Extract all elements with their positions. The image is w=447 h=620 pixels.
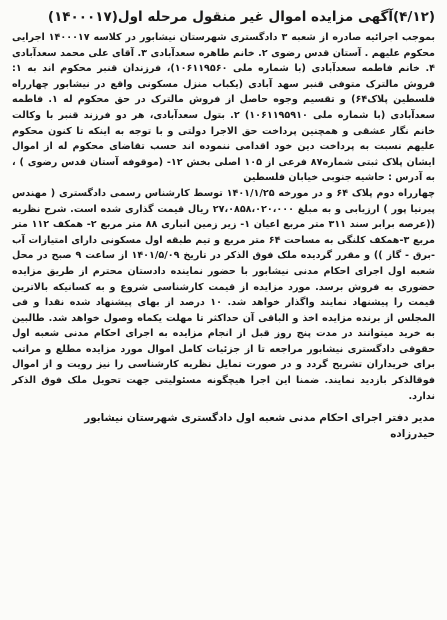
notice-paragraph-2: چهارراه دوم پلاک ۶۴ و در مورخه ۱۴۰۱/۱/۲۵ توسط کارشناس رسمی دادگستری ( مهندس پیرنیا پور ) ارزیابی و به مبلغ ۲۷،۰۸۵۸،۰۲۰،۰۰۰ ریال قیمت گذاری شده است. شرح نظریه ((عرصه برابر سند ۳۱۱ متر مربع اعیان ۱- زیر زمین انباری ۸۸ متر مربع ۲- همکف ۱۱۲ متر مربع ۳-همکف کلنگی به مساحت ۶۴ متر مربع و تیم طبقه اول مسکونی دارای امتیازات آب -برق - گاز )) و مقرر گردیده ملک فوق الذکر در تاریخ ۱۴۰۱/۵/۰۹ از ساعت ۹ صبح در محل شعبه اول اجرای احکام مدنی نیشابور با حضور نماینده دادستان محترم از طریق مزایده حضوری به فروش برسد. مورد مزایده از قیمت کارشناسی شروع و به کسانیکه بالاترین قیمت را پیشنهاد نمایند واگذار خواهد شد. ۱۰ درصد از بهای پیشنهاد شده نقدا و فی المجلس از برنده مزایده اخذ و الباقی آن حداکثر تا مهلت یکماه وصول خواهد شد. طالبین به خرید میتوانند در مدت پنج روز قبل از انجام مزایده به اجرای احکام مدنی شعبه اول حقوقی دادگستری نیشابور مراجعه تا از جزئیات کامل اموال مورد مزایده مطلع و مراتب برای خریداران تشریح گردد و در صورت تمایل نظریه کارشناسی را نیز رویت و از اموال فوقالذکر بازدید نمایند. ضمنا این اجرا هیچگونه مسئولیتی جهت تحویل ملک فوق الذکر ندارد. (12, 187, 436, 402)
notice-title: (۴/۱۲)آگهی مزایده اموال غیر منقول مرحله اول(۱۴۰۰۰۱۷) (47, 9, 435, 25)
signature-name-line: حیدرزاده (390, 428, 435, 441)
notice-signature (12, 410, 435, 442)
signature-office-line: مدیر دفتر اجرای احکام مدنی شعبه اول دادگستری شهرستان نیشابور (84, 412, 435, 425)
notice-paragraph-1: بموجب اجرائیه صادره از شعبه ۳ دادگستری شهرستان نیشابور در کلاسه ۱۴۰۰۰۱۷ اجرایی محکوم علیهم . آستان قدس رضوی ۲. خانم طاهره سعدآبادی ۳. آقای علی محمد سعدآبادی ۴. خانم فاطمه سعدآبادی (با شماره ملی ۱۰۶۱۱۹۵۶۰)، فرزندان قنبر محکوم اند به ۱: فروش مالترک متوفی قنبر سهد آبادی (یکباب منزل مسکونی واقع در نیشابور چهارراه فلسطین پلاک۶۴) و تقسیم وجوه حاصل از فروش مالترک در حق محکوم له ۱. فاطمه سعدآبادی (با شماره ملی ۱۰۶۱۱۹۵۹۱۰) ۲. بتول سعدآبادی، هر دو فرزند قنبر با وکالت خانم نگار عشقی و همچنین پرداخت حق الاجرا دولتی و با توجه به اینکه تا کنون محکوم علیهم نسبت به پرداخت دین خود اقدامی ننموده اند حسب تقاضای محکوم له از اموال ایشان پلاک ثبتی شماره۸۷ فرعی از ۱۰۵ اصلی بخش ۱۲- (موقوفه آستان قدس رضوی ) ، به آدرس : حاشیه جنوبی خیابان فلسطین (12, 32, 436, 184)
